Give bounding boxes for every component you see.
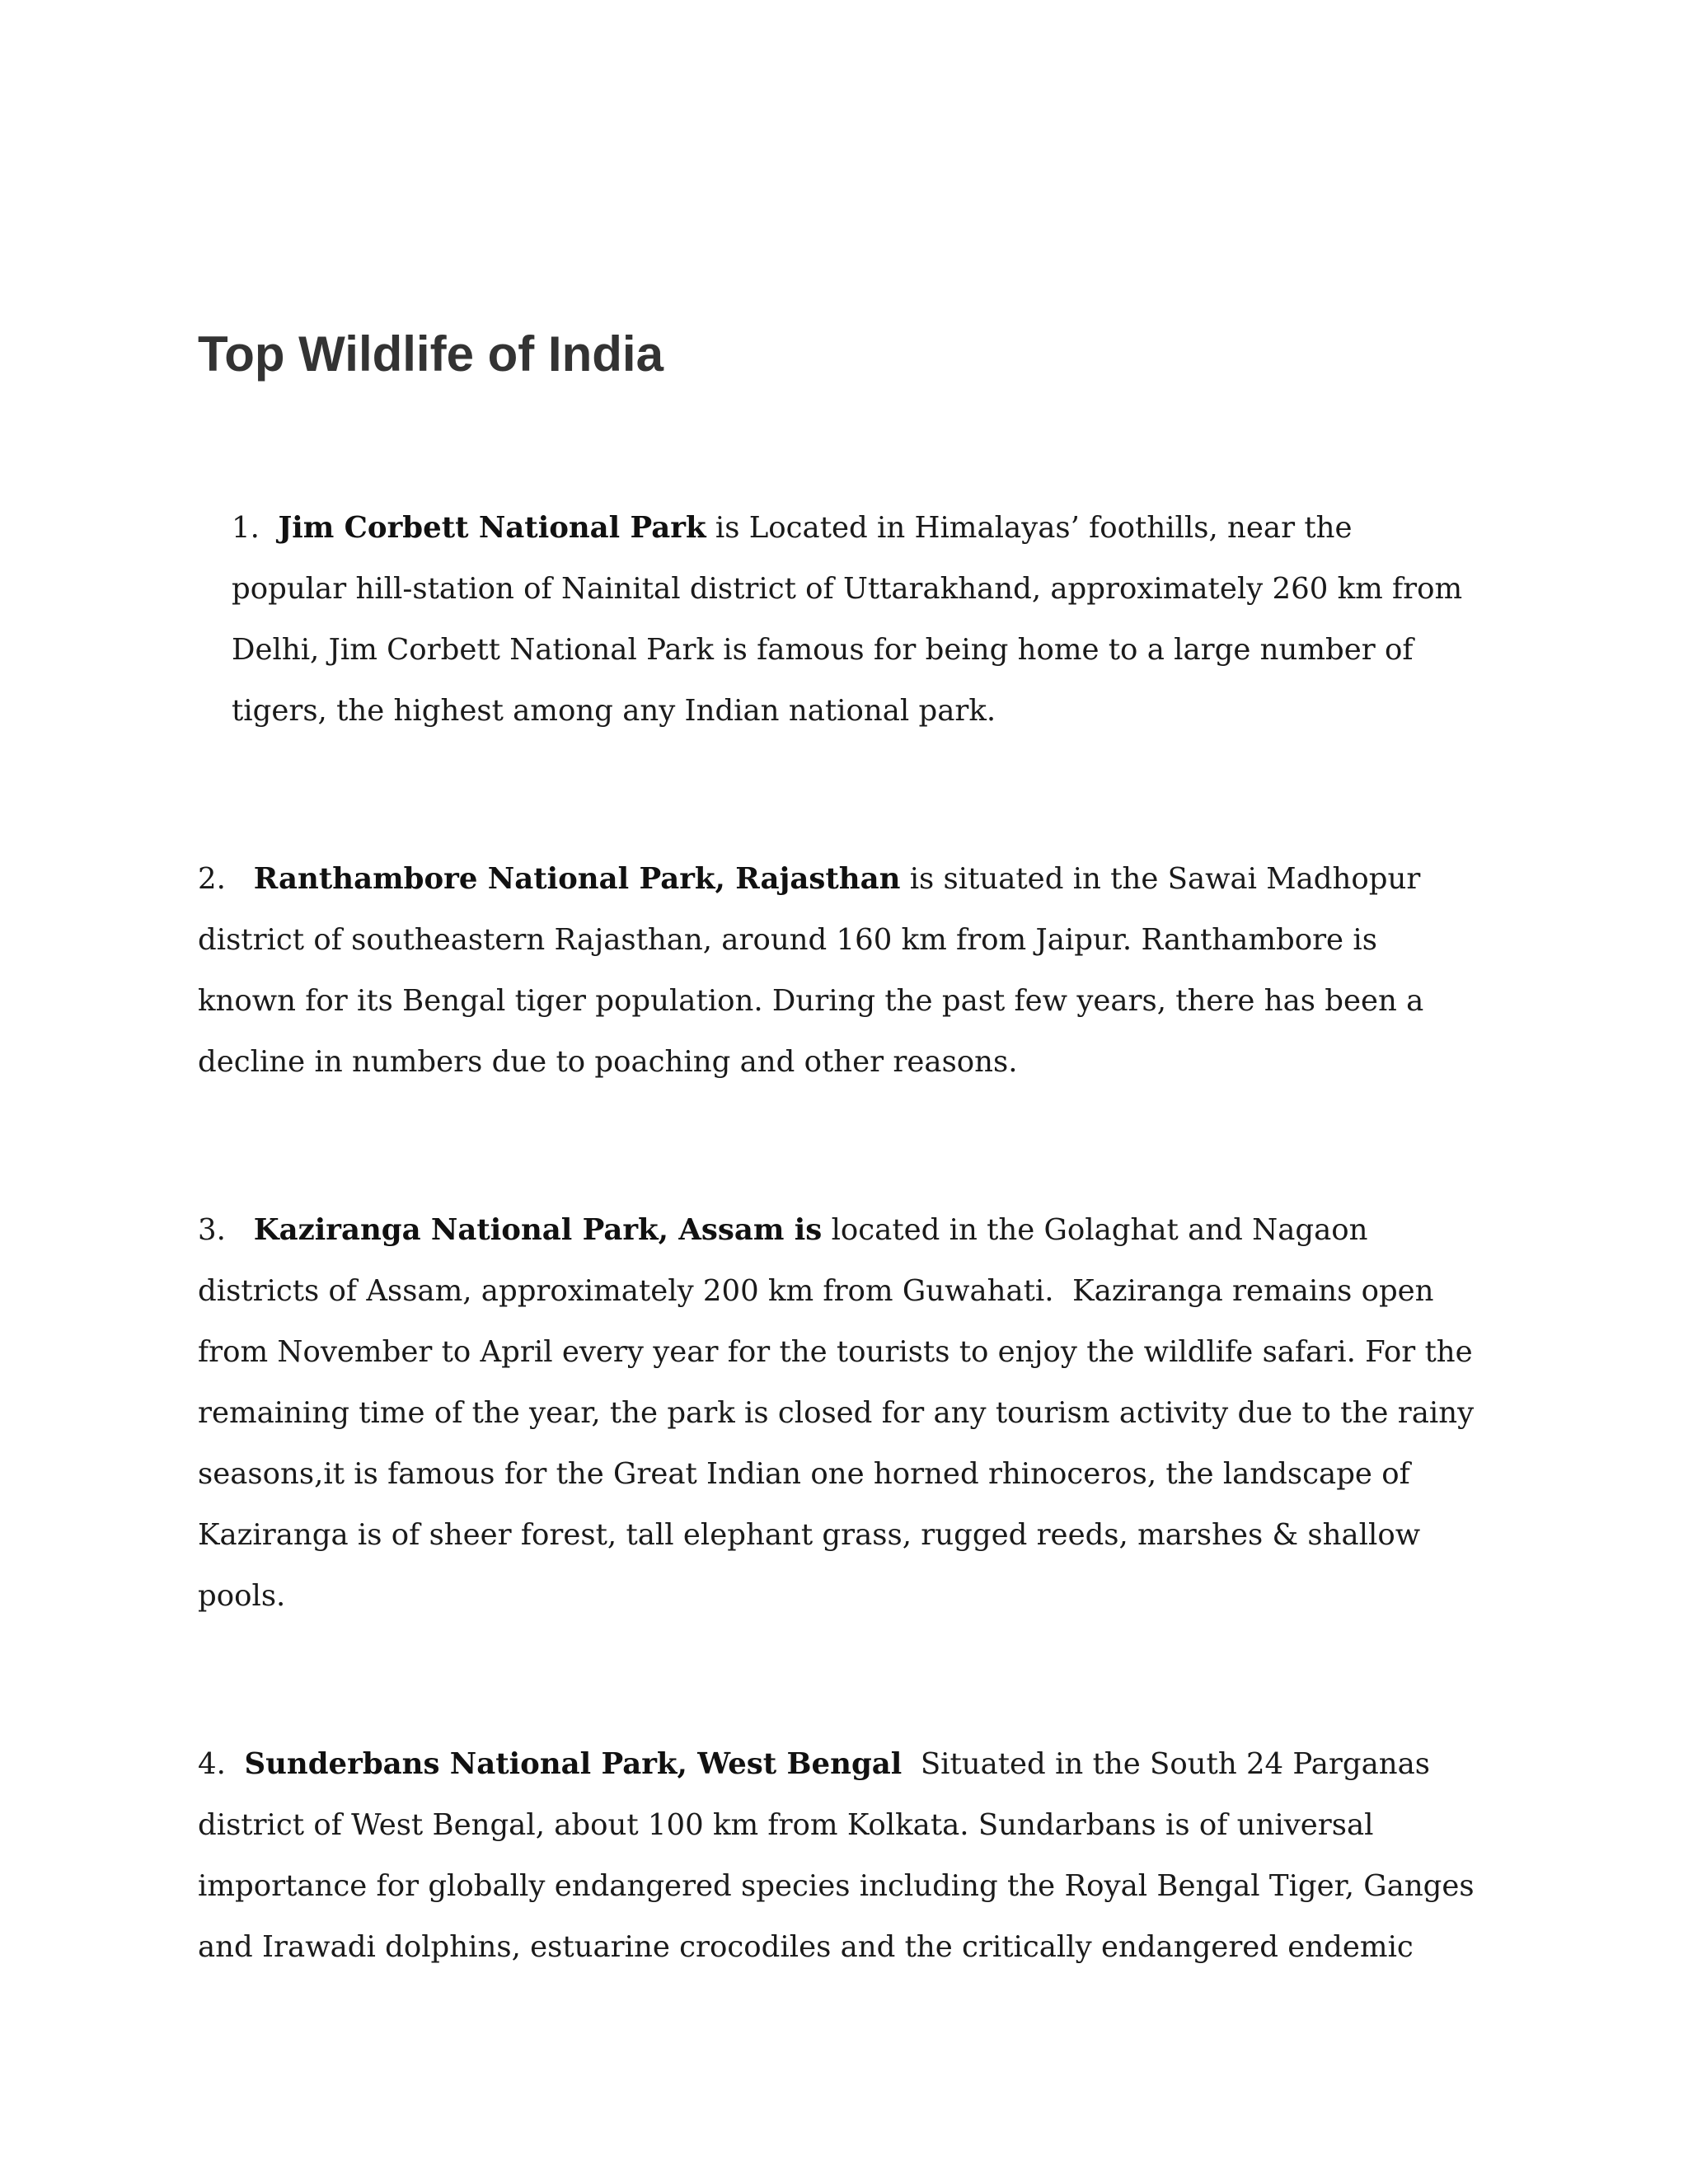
list-item-text: known for its Bengal tiger population. During the past few years, there has been a [198, 984, 1424, 1018]
park-name: Sunderbans National Park, West Bengal [244, 1747, 903, 1781]
list-item-text: Situated in the South 24 Parganas [902, 1747, 1430, 1781]
list-item-text: popular hill-station of Nainital district of Uttarakhand, approximately 260 km from [232, 572, 1463, 606]
list-item-first-line [198, 849, 1423, 910]
list-item-ranthambore [198, 849, 1423, 1093]
list-item-text: from November to April every year for the tourists to enjoy the wildlife safari. For the [198, 1335, 1473, 1369]
park-name: Ranthambore National Park, Rajasthan [253, 862, 901, 896]
list-item-text: remaining time of the year, the park is closed for any tourism activity due to the rainy [198, 1396, 1475, 1430]
list-item-text: located in the Golaghat and Nagaon [822, 1213, 1368, 1247]
list-item-text: tigers, the highest among any Indian national park. [232, 694, 996, 728]
list-item-text: seasons,it is famous for the Great Indian one horned rhinoceros, the landscape of [198, 1457, 1410, 1491]
list-item-sunderbans [198, 1734, 1475, 1978]
park-name: Kaziranga National Park, Assam is [253, 1213, 823, 1247]
list-item-first-line [198, 1734, 1475, 1795]
list-item-text: and Irawadi dolphins, estuarine crocodiles and the critically endangered endemic [198, 1930, 1414, 1964]
list-item-text: district of West Bengal, about 100 km from Kolkata. Sundarbans is of universal [198, 1808, 1374, 1842]
list-item-text: is Located in Himalayas’ foothills, near the [706, 511, 1353, 545]
list-item-text: decline in numbers due to poaching and other reasons. [198, 1045, 1018, 1079]
list-item-number: 1. [232, 511, 260, 545]
list-item-number: 4. [198, 1747, 226, 1781]
list-item-first-line [198, 1200, 1474, 1261]
list-item-number: 2. [198, 862, 226, 896]
list-item-jim-corbett [232, 498, 1462, 742]
list-item-text: pools. [198, 1579, 286, 1613]
list-item-number: 3. [198, 1213, 226, 1247]
park-name: Jim Corbett National Park [278, 511, 706, 545]
list-item-first-line [232, 498, 1462, 559]
list-item-text: importance for globally endangered species including the Royal Bengal Tiger, Ganges [198, 1869, 1475, 1903]
list-item-kaziranga [198, 1200, 1474, 1627]
list-item-text: is situated in the Sawai Madhopur [900, 862, 1421, 896]
list-item-text: district of southeastern Rajasthan, around 160 km from Jaipur. Ranthambore is [198, 923, 1377, 957]
list-item-text: Delhi, Jim Corbett National Park is famous for being home to a large number of [232, 633, 1414, 667]
list-item-text: Kaziranga is of sheer forest, tall elephant grass, rugged reeds, marshes & shallow [198, 1518, 1421, 1552]
list-item-text: districts of Assam, approximately 200 km from Guwahati. Kaziranga remains open [198, 1274, 1434, 1308]
document-title: Top Wildlife of India [198, 326, 663, 382]
